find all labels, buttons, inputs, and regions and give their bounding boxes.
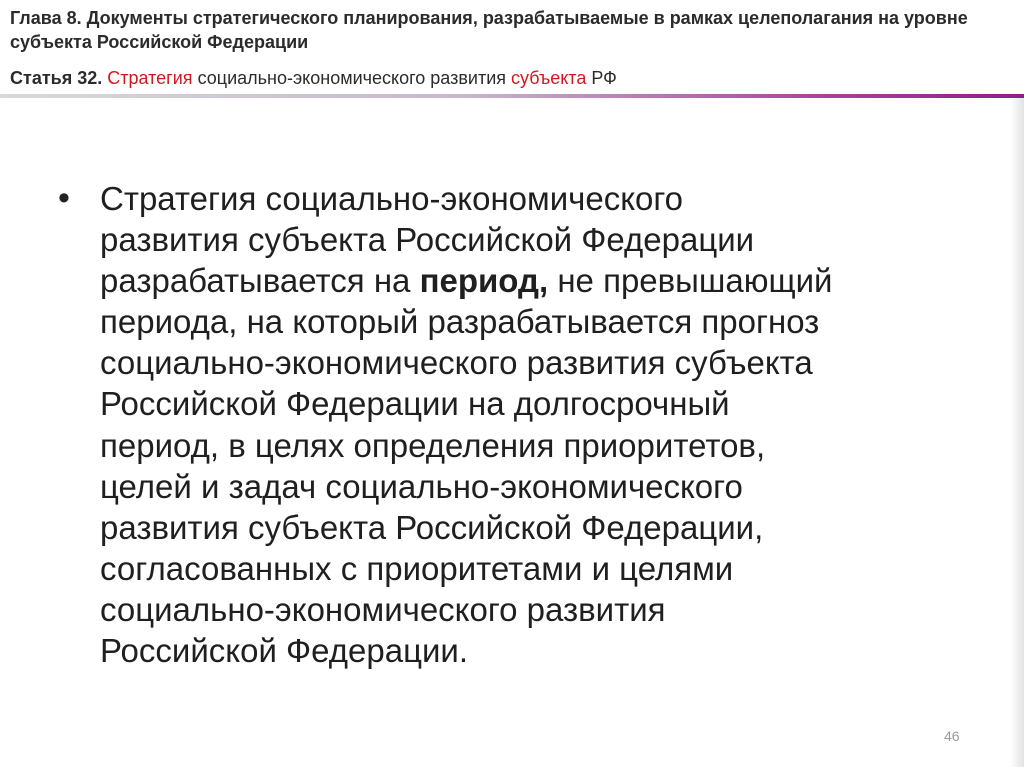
bullet-text-before: Стратегия социально-экономического развития субъекта Российской Федерации разрабатывается на bbox=[100, 180, 755, 300]
article-text: социально-экономического развития bbox=[197, 68, 507, 88]
slide-number: 46 bbox=[944, 728, 960, 744]
bullet-text bbox=[100, 178, 986, 671]
bullet-text-after: не превышающий периода, на который разрабатывается прогноз социально-экономического развития субъекта Российской Федерации на долгосрочный период, в целях определения приоритетов, целей и задач социально-экономического развития субъекта Российской Федерации, согласованных с приоритетами и целями социально-экономического развития Российской Федерации. bbox=[100, 262, 833, 670]
bullet-item bbox=[56, 178, 986, 671]
article-keyword-subject: субъекта bbox=[511, 68, 587, 88]
bullet-list bbox=[56, 178, 986, 671]
article-number: Статья 32. bbox=[10, 68, 103, 88]
article-title bbox=[10, 66, 1010, 90]
right-edge-shadow bbox=[1010, 98, 1024, 767]
article-keyword-strategy: Стратегия bbox=[107, 68, 193, 88]
bullet-icon: • bbox=[58, 179, 70, 217]
bullet-emphasis: период, bbox=[419, 262, 549, 300]
article-suffix: РФ bbox=[591, 68, 617, 88]
chapter-title: Глава 8. Документы стратегического планирования, разрабатываемые в рамках целеполагания на уровне субъекта Российской Федерации bbox=[10, 8, 968, 52]
slide-header bbox=[0, 0, 1024, 98]
